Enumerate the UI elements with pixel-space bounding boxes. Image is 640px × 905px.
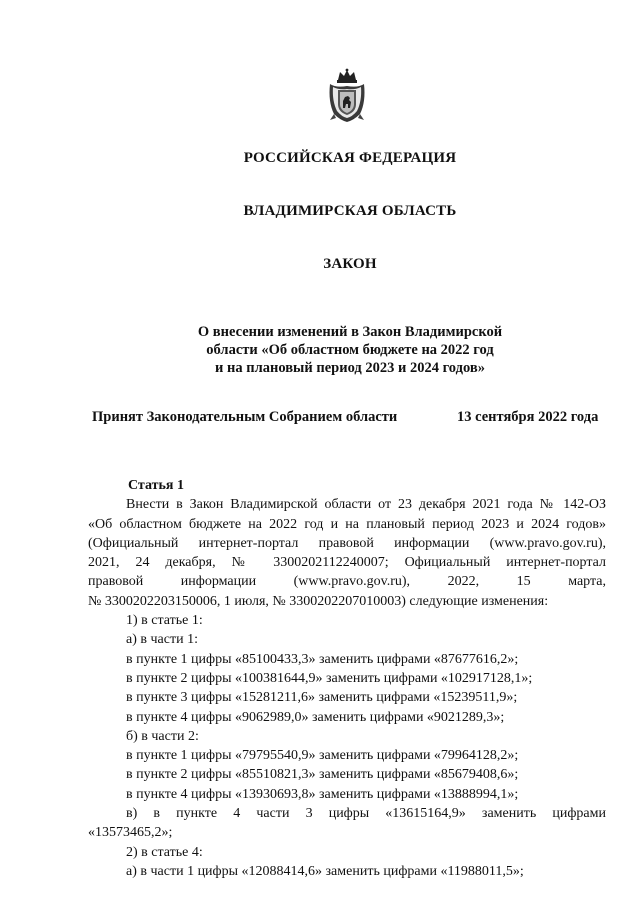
list-item: б) в части 2: bbox=[126, 728, 199, 744]
country-heading: РОССИЙСКАЯ ФЕДЕРАЦИЯ bbox=[243, 150, 457, 166]
list-item: 2) в статье 4: bbox=[126, 844, 203, 860]
adopted-date: 13 сентября 2022 года bbox=[457, 409, 599, 425]
article-body bbox=[88, 476, 606, 881]
list-item-v-line-1: в) в пункте 4 части 3 цифры «13615164,9» заменить цифрами bbox=[126, 806, 606, 822]
list-item: в пункте 4 цифры «13930693,8» заменить цифрами «13888994,1»; bbox=[126, 786, 519, 802]
intro-line-4: 2021, 24 декабря, № 3300202112240007; Официальный интернет-портал bbox=[88, 555, 606, 571]
article-heading: Статья 1 bbox=[128, 478, 184, 493]
law-title-line-2: области «Об областном бюджете на 2022 год bbox=[206, 342, 494, 358]
adopted-by-label: Принят Законодательным Собранием области bbox=[92, 409, 398, 425]
coat-of-arms-emblem bbox=[324, 68, 370, 124]
region-heading: ВЛАДИМИРСКАЯ ОБЛАСТЬ bbox=[243, 203, 457, 219]
list-item: в пункте 1 цифры «79795540,9» заменить цифрами «79964128,2»; bbox=[126, 748, 519, 764]
intro-line-2: «Об областном бюджете на 2022 год и на плановый период 2023 и 2024 годов» bbox=[88, 516, 606, 532]
list-item: в пункте 1 цифры «85100433,3» заменить цифрами «87677616,2»; bbox=[126, 651, 519, 667]
law-title-line-1: О внесении изменений в Закон Владимирской bbox=[197, 324, 503, 340]
list-item: а) в части 1: bbox=[126, 632, 198, 648]
intro-line-1: Внести в Закон Владимирской области от 23 декабря 2021 года № 142-ОЗ bbox=[126, 497, 606, 513]
law-title bbox=[0, 323, 640, 377]
list-item: 1) в статье 1: bbox=[126, 613, 203, 629]
doc-type-heading: ЗАКОН bbox=[323, 256, 377, 272]
list-item: в пункте 4 цифры «9062989,0» заменить цифрами «9021289,3»; bbox=[126, 709, 505, 725]
list-item: а) в части 1 цифры «12088414,6» заменить цифрами «11988011,5»; bbox=[126, 863, 524, 879]
intro-line-6: № 3300202203150006, 1 июля, № 3300202207010003) следующие изменения: bbox=[88, 593, 549, 609]
intro-line-3: (Официальный интернет-портал правовой информации (www.pravo.gov.ru), bbox=[88, 535, 606, 551]
list-item: в пункте 2 цифры «85510821,3» заменить цифрами «85679408,6»; bbox=[126, 767, 519, 783]
list-item-v-line-2: «13573465,2»; bbox=[88, 825, 173, 841]
list-item: в пункте 3 цифры «15281211,6» заменить цифрами «15239511,9»; bbox=[126, 690, 518, 706]
law-title-line-3: и на плановый период 2023 и 2024 годов» bbox=[215, 360, 485, 376]
intro-line-5: правовой информации (www.pravo.gov.ru), 2022, 15 марта, bbox=[88, 574, 606, 590]
list-item: в пункте 2 цифры «100381644,9» заменить цифрами «102917128,1»; bbox=[126, 670, 533, 686]
